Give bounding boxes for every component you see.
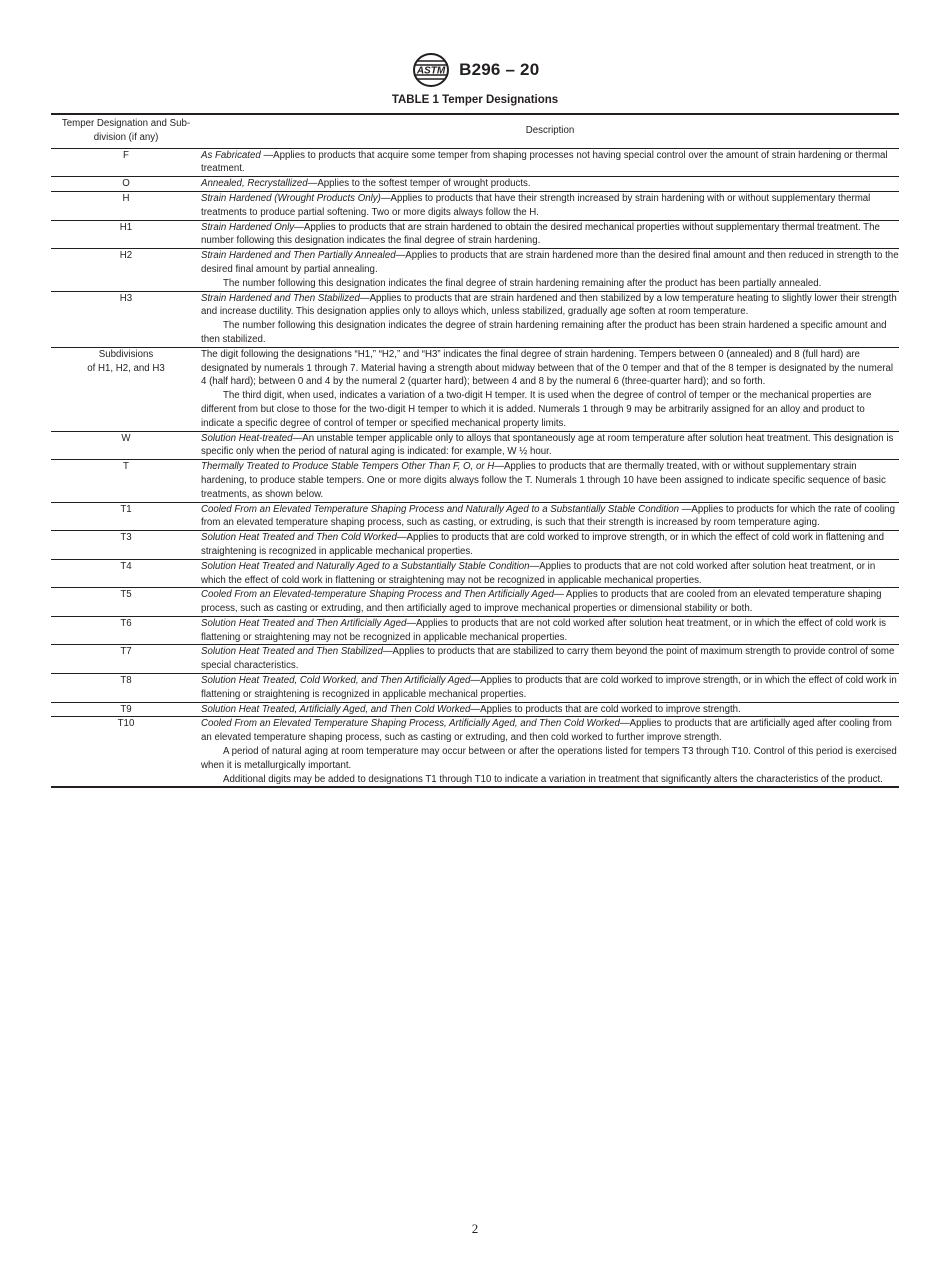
temper-name: Strain Hardened and Then Partially Annealed (201, 250, 396, 262)
description-paragraph (201, 192, 899, 220)
table-row (51, 148, 899, 177)
temper-designation: T3 (120, 532, 132, 544)
description-note: The number following this designation indicates the final degree of strain hardening remaining after the product has been partially annealed. (223, 277, 822, 289)
temper-description (201, 177, 899, 192)
description-paragraph (201, 588, 899, 616)
temper-description-text: —Applies to products for which the rate of cooling from an elevated temperature shaping process, such as casting, or extruding, is such that their strength is increased by room temperature aging. (201, 503, 895, 529)
description-paragraph (201, 531, 899, 559)
temper-description-text: —Applies to the softest temper of wrought products. (307, 178, 531, 190)
table-row (51, 347, 899, 431)
description-paragraph (201, 348, 899, 389)
table-row (51, 702, 899, 717)
temper-name: Solution Heat Treated and Naturally Aged to a Substantially Stable Condition (201, 560, 530, 572)
temper-description-text: —Applies to products that are strain hardened and then stabilized by a low temperature heating to slightly lower their strength and increase ductility. This designation applies only to alloys which, unless stabilized, gradually age soften at room temperature. (201, 292, 897, 318)
temper-description (201, 431, 899, 460)
table-row (51, 249, 899, 291)
table-body (51, 148, 899, 787)
description-paragraph (201, 645, 899, 673)
description-paragraph (201, 617, 899, 645)
temper-designation: H1 (119, 221, 133, 233)
temper-designation: H2 (119, 250, 133, 262)
temper-description (201, 148, 899, 177)
table-row (51, 717, 899, 787)
temper-designation: Subdivisions of H1, H2, and H3 (87, 348, 165, 374)
description-paragraph (201, 674, 899, 702)
temper-designation: T9 (120, 703, 132, 715)
document-header (0, 52, 950, 88)
temper-description-text: —Applies to products that are artificially aged after cooling from an elevated temperature shaping process, such as casting or extruding, and then cold worked to further improve strength. (201, 718, 892, 744)
temper-description (201, 249, 899, 291)
temper-name: Thermally Treated to Produce Stable Tempers Other Than F, O, or H (201, 461, 495, 473)
table-row (51, 431, 899, 460)
temper-designation: T10 (117, 718, 135, 730)
description-paragraph (201, 292, 899, 320)
temper-description (201, 645, 899, 674)
temper-designation: O (122, 178, 130, 190)
temper-name: Strain Hardened Only (201, 221, 295, 233)
temper-description (201, 502, 899, 531)
astm-logo-icon (411, 52, 451, 88)
temper-description (201, 460, 899, 502)
temper-designation: W (121, 432, 131, 444)
temper-name: Cooled From an Elevated-temperature Shaping Process and Then Artificially Aged (201, 589, 555, 601)
temper-name: Solution Heat Treated and Then Artificially Aged (201, 617, 407, 629)
temper-description (201, 347, 899, 431)
temper-description-text: —Applies to products that are thermally treated, with or without supplementary strain hardening, to produce stable tempers. One or more digits always follow the T. Numerals 1 through 10 have been assigned to indicate specific sequence of basic treatments, as shown below. (201, 461, 886, 500)
temper-designation: H3 (119, 292, 133, 304)
temper-description (201, 717, 899, 787)
description-paragraph (201, 717, 899, 745)
description-paragraph (201, 249, 899, 277)
temper-description-text: —Applies to products that are cold worked to improve strength, or in which the effect of cold work in flattening or straightening is recognized in applicable mechanical properties. (201, 675, 897, 700)
temper-name: Annealed, Recrystallized (201, 178, 308, 190)
temper-name: Solution Heat Treated, Artificially Aged, and Then Cold Worked (201, 703, 471, 715)
temper-name: Solution Heat Treated and Then Stabilized (201, 646, 383, 658)
temper-designation: T5 (120, 589, 132, 601)
page-number: 2 (471, 1221, 479, 1236)
description-paragraph (201, 177, 899, 191)
temper-designation: T8 (120, 675, 132, 687)
temper-description (201, 674, 899, 703)
temper-description-text: The digit following the designations “H1,” “H2,” and “H3” indicates the final degree of strain hardening. Tempers between 0 (annealed) and 8 (full hard) are designated by numerals 1 through 7. Material having a strength about midway between that of the 0 temper and that of the 8 temper is designated by the numeral 4 (half hard); between 0 and 4 by the numeral 2 (quarter hard); between 4 and 8 by the numeral 6 (three-quarter hard); and so forth. (201, 348, 894, 388)
temper-name: As Fabricated (201, 149, 261, 161)
description-paragraph (201, 221, 899, 249)
temper-designations-table (51, 113, 899, 788)
temper-description (201, 588, 899, 617)
table-title: TABLE 1 Temper Designations (391, 94, 559, 106)
temper-description-text: —Applies to products that have their strength increased by strain hardening with or without supplementary thermal treatments to produce partial softening. Two or more digits always follow the H. (201, 192, 871, 218)
description-note: The number following this designation indicates the degree of strain hardening remaining after the product has been strain hardened a specific amount and then stabilized. (201, 320, 887, 345)
description-paragraph (201, 503, 899, 531)
table-row (51, 616, 899, 645)
table-row (51, 559, 899, 588)
temper-designation: F (123, 149, 129, 161)
temper-name: Strain Hardened and Then Stabilized (201, 292, 360, 304)
temper-description (201, 559, 899, 588)
description-note: Additional digits may be added to designations T1 through T10 to indicate a variation in treatment that significantly alters the characteristics of the product. (223, 773, 883, 785)
table-row (51, 674, 899, 703)
temper-description (201, 291, 899, 347)
table-row (51, 502, 899, 531)
description-paragraph (201, 560, 899, 588)
temper-description-text: —Applies to products that are strain hardened more than the desired final amount and then reduced in strength to the desired final amount by partial annealing. (201, 250, 899, 275)
temper-name: Solution Heat Treated and Then Cold Worked (201, 532, 397, 544)
description-paragraph (201, 703, 899, 717)
temper-name: Cooled From an Elevated Temperature Shaping Process, Artificially Aged, and Then Cold Worked (201, 718, 620, 730)
temper-designation: T7 (120, 646, 132, 658)
table-row (51, 177, 899, 192)
temper-designation: H (122, 192, 130, 204)
temper-name: Strain Hardened (Wrought Products Only) (201, 192, 381, 204)
svg-text:ASTM: ASTM (416, 65, 445, 77)
temper-description (201, 191, 899, 220)
temper-name: Solution Heat Treated, Cold Worked, and Then Artificially Aged (201, 675, 471, 687)
temper-description-text: —Applies to products that are cold worked to improve strength. (470, 703, 741, 715)
temper-description-text: —Applies to products that are stabilized to carry them beyond the point of maximum strength to provide control of some special characteristics. (201, 646, 895, 672)
temper-description (201, 220, 899, 249)
table-row (51, 291, 899, 347)
temper-designation: T (123, 461, 129, 473)
description-paragraph (201, 460, 899, 501)
temper-description (201, 531, 899, 560)
temper-designation: T4 (120, 560, 132, 572)
temper-description-text: —An unstable temper applicable only to alloys that spontaneously age at room temperature after solution heat treatment. This designation is specific only when the period of natural aging is indicated: for example, W ½ hour. (201, 432, 894, 458)
temper-name: Cooled From an Elevated Temperature Shaping Process and Naturally Aged to a Substantially Stable Condition (201, 503, 680, 515)
document-id: B296 – 20 (459, 60, 540, 79)
temper-designation: T1 (120, 503, 132, 515)
column-header-description: Description (525, 124, 575, 136)
temper-description-text: —Applies to products that are strain hardened to obtain the desired mechanical properties without supplementary thermal treatment. The number following this designation indicates the final degree of strain hardening. (201, 221, 880, 247)
temper-description-text: —Applies to products that acquire some temper from shaping processes not having special control over the amount of strain hardening or thermal treatment. (201, 149, 888, 175)
table-row (51, 220, 899, 249)
table-row (51, 460, 899, 502)
temper-description (201, 616, 899, 645)
temper-designation: T6 (120, 617, 132, 629)
description-note: The third digit, when used, indicates a variation of a two-digit H temper. It is used when the degree of control of temper or the mechanical properties are different from but close to those for the two-digit H temper to which it is added. Numerals 1 through 9 may be arbitrarily assigned for an alloy and product to indicate a specific degree of control of temper or specified mechanical property limits. (201, 390, 872, 429)
temper-description (201, 702, 899, 717)
column-header-designation: Temper Designation and Sub-division (if any) (61, 118, 191, 143)
temper-description-text: —Applies to products that are not cold worked after solution heat treatment, or in which the effect of cold work in flattening or straightening may not be recognized in applicable mechanical properties. (201, 560, 876, 586)
temper-description-text: —Applies to products that are not cold worked after solution heat treatment, or in which the effect of cold work is flattening or straightening may not be recognized in applicable mechanical properties. (201, 617, 886, 643)
description-note: A period of natural aging at room temperature may occur between or after the operations listed for tempers T3 through T10. Control of this period is exercised when it is metallurgically important. (201, 746, 897, 771)
table-row (51, 645, 899, 674)
table-header-row (51, 114, 899, 148)
temper-description-text: —Applies to products that are cold worked to improve strength, or in which the effect of cold work in flattening and straightening is recognized in applicable mechanical properties. (201, 532, 884, 557)
temper-description-text: — Applies to products that are cooled from an elevated temperature shaping process, such as casting or extruding, and then artificially aged to improve mechanical properties or dimensional stability or both. (201, 589, 882, 615)
table-row (51, 191, 899, 220)
temper-name: Solution Heat-treated (201, 432, 293, 444)
table-row (51, 588, 899, 617)
table-row (51, 531, 899, 560)
description-paragraph (201, 149, 899, 177)
description-paragraph (201, 432, 899, 460)
